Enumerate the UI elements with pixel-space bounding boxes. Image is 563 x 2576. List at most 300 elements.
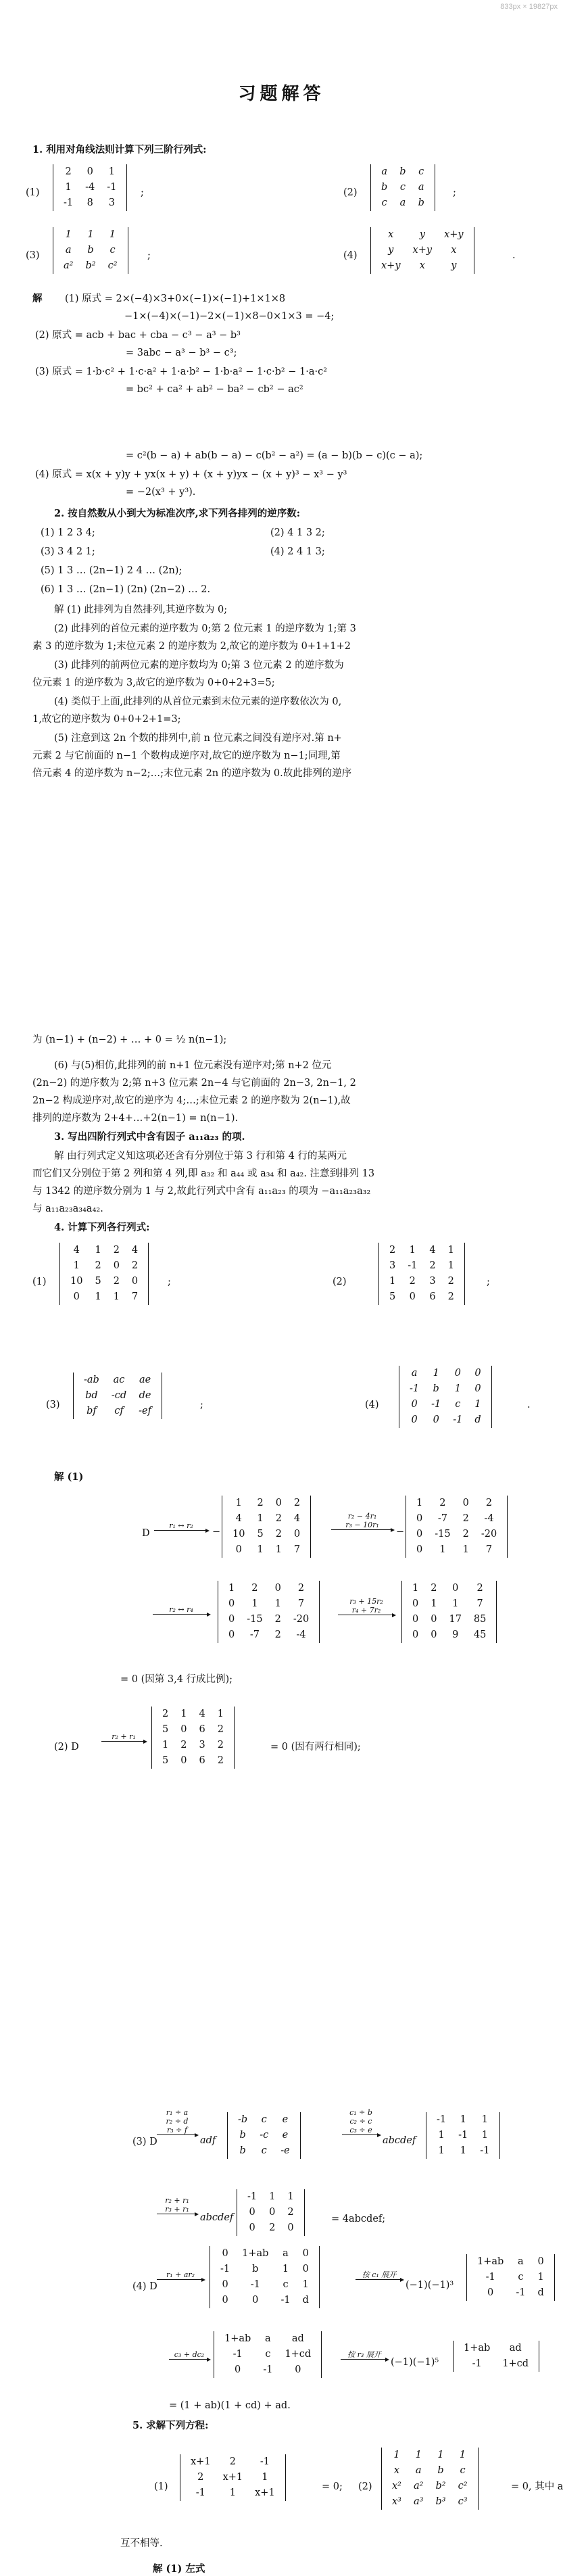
determinant-row (241, 2205, 300, 2220)
determinant-entry: 1 (274, 1598, 281, 1609)
arrow-op: 按 c₁ 展开 (362, 2270, 397, 2279)
determinant-entry: 0 (462, 1498, 469, 1508)
determinant-entry: 2 (409, 1276, 416, 1287)
determinant-row (156, 1738, 230, 1753)
determinant-entry: b (239, 2145, 246, 2156)
q4-s3-matrix-2 (426, 2112, 500, 2159)
determinant-entry: 1 (481, 2130, 488, 2141)
determinant-entry: 0 (431, 1614, 437, 1625)
q2-item: (1) 1 2 3 4; (41, 527, 95, 538)
determinant-entry: 0 (431, 1629, 437, 1640)
determinant-entry: -4 (484, 1513, 494, 1524)
determinant-entry: 0 (222, 2295, 228, 2306)
determinant-entry: ad (291, 2333, 304, 2344)
determinant-grid (222, 1581, 315, 1643)
determinant-row (185, 2454, 281, 2470)
determinant-entry: 6 (199, 1755, 205, 1766)
determinant-entry: 1 (73, 1260, 80, 1271)
arrow-op: r₃ ÷ f (167, 2126, 187, 2134)
q2-item: (4) 2 4 1 3; (270, 546, 325, 557)
determinant-entry: 1 (452, 1598, 459, 1609)
determinant-entry: 0 (252, 2295, 259, 2306)
determinant-entry: ae (139, 1375, 151, 1385)
arrow-op: r₁ ↔ r₂ (169, 1521, 193, 1530)
determinant-entry: 2 (229, 2456, 236, 2467)
determinant-entry: a (411, 1368, 418, 1379)
arrow-op: c₃ ÷ e (349, 2126, 372, 2134)
q4-p2-label: (2) (333, 1277, 347, 1287)
determinant-row (458, 2341, 535, 2356)
determinant-entry: -1 (480, 2145, 490, 2156)
q4-s1-minus: − (212, 1527, 221, 1537)
determinant-grid (458, 2341, 535, 2372)
determinant-entry: 1+ab (224, 2333, 251, 2344)
determinant-entry: x (451, 245, 457, 256)
determinant-entry: 0 (235, 1544, 242, 1555)
q1-p4-label: (4) (343, 250, 358, 261)
determinant-entry: -15 (435, 1529, 451, 1540)
determinant-entry: 1 (439, 1544, 446, 1555)
arrow-op: r₂ − 4r₁ (347, 1512, 377, 1521)
q1-solution-line: −1×(−4)×(−1)−2×(−1)×8−0×1×3 = −4; (124, 311, 335, 322)
determinant-entry: 2 (462, 1529, 469, 1540)
determinant-entry: 1 (87, 229, 94, 240)
determinant-entry: d (537, 2287, 544, 2298)
determinant-entry: 2 (217, 1755, 224, 1766)
determinant-entry: 2 (65, 166, 72, 177)
determinant-row (406, 1596, 492, 1612)
determinant-entry: 0 (416, 1529, 423, 1540)
determinant-entry: y (419, 229, 425, 240)
determinant-grid (241, 2189, 300, 2236)
determinant-row (386, 2463, 474, 2479)
q4-s1-matrix-2 (406, 1496, 508, 1558)
determinant-entry: 0 (537, 2256, 544, 2267)
q2-item: (6) 1 3 … (2n−1) (2n) (2n−2) … 2. (41, 584, 211, 595)
determinant-entry: 1 (302, 2279, 309, 2290)
determinant-row (185, 2485, 281, 2501)
page-title: 习题解答 (238, 84, 325, 104)
determinant-grid (406, 1581, 492, 1643)
determinant-entry: -1 (64, 197, 74, 208)
determinant-entry: 1 (275, 1544, 282, 1555)
arrow-op: r₃ − 10r₁ (345, 1521, 379, 1529)
determinant-entry: 2 (275, 1529, 282, 1540)
determinant-entry: 0 (416, 1513, 423, 1524)
determinant-entry: x+1 (191, 2456, 211, 2467)
q4-s1-arrow-4 (338, 1597, 395, 1615)
q4-p1-label: (1) (32, 1277, 47, 1287)
determinant-row (185, 2470, 281, 2485)
q4-s1-matrix-3 (218, 1581, 320, 1643)
q4-heading: 4. 计算下列各行列式: (54, 1222, 150, 1233)
determinant-row (403, 1397, 487, 1412)
determinant-entry: a² (64, 260, 74, 271)
determinant-row (57, 243, 124, 258)
q4-s3-coef-1: adf (200, 2135, 216, 2146)
determinant-entry: 0 (412, 1629, 419, 1640)
q1-solution-line: = c²(b − a) + ab(b − a) − c(b² − a²) = (a − b)(b − c)(c − a); (126, 450, 423, 461)
determinant-entry: y (388, 245, 394, 256)
q4-s2-matrix (151, 1707, 235, 1769)
determinant-entry: 2 (95, 1260, 101, 1271)
q5-heading: 5. 求解下列方程: (132, 2420, 209, 2431)
determinant-row (375, 180, 431, 195)
determinant-row (241, 2220, 300, 2236)
determinant-entry: -7 (249, 1629, 260, 1640)
determinant-entry: 2 (113, 1245, 120, 1256)
determinant-row (383, 1258, 460, 1274)
determinant-row (214, 2293, 315, 2308)
determinant-entry: 0 (180, 1755, 187, 1766)
determinant-row (375, 243, 470, 258)
determinant-entry: -c (260, 2130, 269, 2141)
determinant-entry: 1 (447, 1260, 454, 1271)
q4-s4-matrix-2 (466, 2254, 555, 2301)
determinant-entry: 0 (87, 166, 93, 177)
determinant-entry: 2 (297, 1583, 305, 1594)
q2-continued-line: 排列的逆序数为 2+4+…+2(n−1) = n(n−1). (32, 1113, 239, 1124)
q2-solution-line: 素 3 的逆序数为 1;末位元素 2 的逆序数为 2,故它的逆序数为 0+1+1+2 (32, 641, 351, 652)
determinant-entry: -1 (195, 2487, 205, 2498)
determinant-entry: 0 (274, 1583, 281, 1594)
arrow-op: r₂ ÷ d (166, 2117, 189, 2126)
q3-solution-line: 解 由行列式定义知这项必还含有分别位于第 3 行和第 4 行的某两元 (54, 1151, 347, 1162)
determinant-entry: 1 (437, 2450, 444, 2460)
determinant-entry: 1 (412, 1583, 419, 1594)
determinant-entry: a (415, 2465, 422, 2476)
q3-solution-line: 与 a₁₁a₂₃a₃₄a₄₂. (32, 1203, 103, 1214)
determinant-entry: 1 (257, 1513, 264, 1524)
q4-s2-arrow (101, 1732, 146, 1742)
determinant-entry: -1 (260, 2456, 270, 2467)
determinant-entry: 1 (113, 1291, 120, 1302)
determinant-entry: c (418, 166, 424, 177)
determinant-row (232, 2128, 296, 2143)
determinant-entry: 1 (459, 2450, 466, 2460)
determinant-row (226, 1542, 306, 1558)
q1-p2-label: (2) (343, 187, 358, 198)
determinant-entry: b (252, 2264, 259, 2274)
q4-s3-label: (3) D (132, 2137, 157, 2147)
determinant-entry: a³ (414, 2496, 424, 2507)
determinant-entry: -1 (263, 2364, 273, 2375)
determinant-row (410, 1527, 503, 1542)
q2-solution-line: (4) 类似于上面,此排列的从首位元素到末位元素的逆序数依次为 0, (54, 696, 342, 707)
arrow-op: c₂ ÷ c (349, 2117, 372, 2126)
q2-heading: 2. 按自然数从小到大为标准次序,求下列各排列的逆序数: (54, 508, 301, 519)
determinant-entry: 0 (113, 1260, 120, 1271)
q1-solution-line: (2) 原式 = acb + bac + cba − c³ − a³ − b³ (35, 330, 241, 341)
arrow-op: r₂ + r₁ (165, 2196, 189, 2205)
determinant-row (57, 227, 124, 243)
q1-p2-end: ; (453, 187, 456, 198)
determinant-entry: bd (85, 1390, 98, 1401)
q4-s2-label: (2) D (54, 1742, 79, 1752)
determinant-row (214, 2262, 315, 2277)
q5-p2-determinant (381, 2448, 479, 2510)
determinant-entry: x+y (381, 260, 401, 271)
determinant-row (222, 1581, 315, 1596)
determinant-entry: 0 (474, 1368, 481, 1379)
determinant-entry: -1 (250, 2279, 260, 2290)
q3-solution-line: 与 1342 的逆序数分别为 1 与 2,故此行列式中含有 a₁₁a₂₃ 的项为 −a₁₁a₂₃a₃₂ (32, 1186, 371, 1197)
q4-s1-minus: − (396, 1527, 405, 1537)
determinant-entry: 10 (232, 1529, 245, 1540)
determinant-entry: 2 (131, 1260, 139, 1271)
determinant-entry: 85 (473, 1614, 487, 1625)
arrow-op: r₂ + r₁ (112, 1732, 136, 1741)
determinant-entry: 0 (411, 1399, 418, 1410)
q2-continued-line: 2n−2 构成逆序对,故它的逆序为 4;…;末位元素 2 的逆序数为 2(n−1),故 (32, 1095, 351, 1106)
q4-p3-end: ; (200, 1400, 203, 1410)
determinant-entry: x (419, 260, 425, 271)
q4-s4-label: (4) D (132, 2281, 157, 2292)
determinant-entry: 1 (462, 1544, 469, 1555)
determinant-entry: -cd (111, 1390, 127, 1401)
determinant-entry: c (455, 1399, 461, 1410)
determinant-entry: 1 (454, 1383, 461, 1394)
determinant-entry: 5 (389, 1291, 396, 1302)
determinant-row (156, 1722, 230, 1738)
determinant-entry: 2 (287, 2207, 294, 2218)
determinant-entry: 3 (389, 1260, 396, 1271)
determinant-entry: 0 (295, 2364, 301, 2375)
determinant-entry: -1 (485, 2272, 495, 2283)
determinant-entry: 2 (113, 1276, 120, 1287)
determinant-grid (375, 164, 431, 211)
determinant-row (410, 1511, 503, 1527)
q1-p3-determinant (53, 227, 128, 274)
determinant-entry: 2 (274, 1629, 281, 1640)
determinant-entry: 1+ab (242, 2248, 269, 2259)
determinant-entry: 0 (222, 2279, 228, 2290)
determinant-entry: y (451, 260, 457, 271)
image-size-label: 833px × 19827px (500, 3, 558, 11)
determinant-entry: 1 (438, 2145, 445, 2156)
determinant-row (386, 2494, 474, 2510)
q4-s1-matrix-1 (222, 1496, 311, 1558)
determinant-entry: 1 (537, 2272, 544, 2283)
determinant-entry: 2 (162, 1709, 169, 1719)
determinant-entry: 2 (447, 1276, 454, 1287)
determinant-entry: 1 (415, 2450, 422, 2460)
determinant-entry: e (282, 2114, 289, 2125)
q4-s4-arrow-1 (157, 2270, 204, 2280)
determinant-entry: -e (280, 2145, 290, 2156)
determinant-row (403, 1366, 487, 1381)
determinant-grid (471, 2254, 550, 2301)
determinant-entry: 0 (228, 1614, 235, 1625)
q4-s1-arrow-3 (153, 1605, 210, 1615)
q2-continued-line: 为 (n−1) + (n−2) + … + 0 = ½ n(n−1); (32, 1034, 227, 1045)
determinant-row (57, 180, 122, 195)
determinant-entry: 0 (302, 2248, 309, 2259)
determinant-entry: 0 (275, 1498, 282, 1508)
determinant-row (78, 1388, 157, 1404)
determinant-entry: 2 (429, 1260, 436, 1271)
q1-heading: 1. 利用对角线法则计算下列三阶行列式: (32, 144, 207, 156)
determinant-entry: 0 (228, 1598, 235, 1609)
determinant-row (375, 164, 431, 180)
determinant-entry: b³ (435, 2496, 446, 2507)
q4-p4-label: (4) (365, 1400, 379, 1410)
determinant-row (386, 2479, 474, 2494)
determinant-row (222, 1627, 315, 1643)
determinant-row (471, 2270, 550, 2285)
determinant-row (218, 2331, 317, 2347)
q4-p4-determinant (399, 1366, 492, 1428)
determinant-entry: a (381, 166, 387, 177)
determinant-entry: bf (87, 1406, 97, 1416)
determinant-entry: 1 (162, 1740, 169, 1750)
q3-solution-line: 而它们又分别位于第 2 列和第 4 列,即 a₃₂ 和 a₄₄ 或 a₃₄ 和 a₄₂. 注意到排列 13 (32, 1168, 375, 1179)
determinant-grid (410, 1496, 503, 1558)
determinant-entry: 10 (70, 1276, 83, 1287)
determinant-entry: -1 (472, 2358, 482, 2369)
determinant-entry: 1 (433, 1368, 439, 1379)
q2-solution-line: 元素 2 与它前面的 n−1 个数构成逆序对,故它的逆序数为 n−1;同理,第 (32, 750, 341, 761)
q5-p2-end: = 0, 其中 a (511, 2481, 563, 2492)
determinant-entry: 0 (487, 2287, 494, 2298)
q4-s3-arrow-3 (157, 2196, 197, 2214)
determinant-entry: a (265, 2333, 271, 2344)
determinant-entry: 0 (249, 2207, 255, 2218)
determinant-entry: 2 (462, 1513, 469, 1524)
q4-s4-factor-4: (−1)(−1)⁵ (391, 2357, 439, 2368)
determinant-entry: 1+ab (464, 2343, 491, 2354)
determinant-entry: 6 (199, 1724, 205, 1735)
determinant-row (57, 258, 124, 274)
determinant-row (214, 2277, 315, 2293)
determinant-entry: 0 (412, 1598, 419, 1609)
determinant-entry: -4 (85, 182, 95, 193)
determinant-entry: 7 (293, 1544, 301, 1555)
determinant-row (471, 2285, 550, 2301)
determinant-entry: 1 (460, 2145, 466, 2156)
determinant-entry: 0 (452, 1583, 459, 1594)
determinant-entry: 0 (411, 1414, 418, 1425)
q1-solution-line: (3) 原式 = 1·b·c² + 1·c·a² + 1·a·b² − 1·b·a² − 1·c·b² − 1·a·c² (35, 366, 328, 377)
determinant-row (386, 2448, 474, 2463)
determinant-entry: ac (113, 1375, 125, 1385)
determinant-entry: 0 (287, 2222, 294, 2233)
determinant-entry: 8 (87, 197, 93, 208)
q4-s1-arrow-1 (154, 1521, 208, 1531)
q4-solution-label: 解 (1) (54, 1471, 84, 1483)
q4-s4-matrix-3 (214, 2331, 322, 2378)
determinant-entry: 3 (429, 1276, 436, 1287)
q4-s4-arrow-3 (169, 2350, 210, 2360)
determinant-row (226, 1511, 306, 1527)
determinant-entry: c (460, 2465, 466, 2476)
determinant-grid (375, 227, 470, 274)
determinant-entry: x+1 (255, 2487, 275, 2498)
determinant-grid (386, 2448, 474, 2510)
q4-s4-matrix-1 (210, 2246, 320, 2308)
determinant-entry: 1 (416, 1498, 423, 1508)
determinant-entry: 1 (251, 1598, 258, 1609)
determinant-entry: 3 (108, 197, 115, 208)
q1-solution-label: 解 (32, 293, 43, 304)
determinant-entry: 2 (389, 1245, 396, 1256)
determinant-row (64, 1274, 144, 1289)
determinant-row (78, 1404, 157, 1419)
q4-s4-matrix-4 (453, 2341, 539, 2372)
q2-solution-line: (3) 此排列的前两位元素的逆序数均为 0;第 3 位元素 2 的逆序数为 (54, 660, 344, 671)
q1-solution-line: = bc² + ca² + ab² − ba² − cb² − ac² (126, 384, 303, 395)
determinant-entry: 0 (222, 2248, 228, 2259)
q4-p3-label: (3) (46, 1400, 60, 1410)
determinant-entry: 2 (257, 1498, 264, 1508)
determinant-entry: 2 (180, 1740, 187, 1750)
determinant-entry: 0 (235, 2364, 241, 2375)
determinant-entry: 0 (302, 2264, 309, 2274)
determinant-entry: 2 (217, 1724, 224, 1735)
determinant-row (431, 2143, 495, 2159)
determinant-row (458, 2356, 535, 2372)
determinant-grid (214, 2246, 315, 2308)
determinant-row (57, 164, 122, 180)
determinant-entry: c² (458, 2481, 468, 2491)
q5-solution-label: 解 (1) 左式 (153, 2563, 205, 2575)
determinant-entry: x+y (444, 229, 464, 240)
determinant-entry: 1 (269, 2191, 276, 2202)
q4-s2-result: = 0 (因有两行相同); (270, 1742, 361, 1752)
determinant-entry: b (418, 197, 424, 208)
determinant-entry: 2 (431, 1583, 437, 1594)
determinant-row (383, 1274, 460, 1289)
determinant-row (403, 1381, 487, 1397)
determinant-entry: e (282, 2130, 289, 2141)
determinant-row (156, 1707, 230, 1722)
determinant-entry: 1 (481, 2114, 488, 2125)
determinant-entry: c (261, 2114, 267, 2125)
q4-s3-coef-2: abcdef (383, 2135, 416, 2146)
determinant-entry: 7 (131, 1291, 139, 1302)
determinant-entry: b (381, 182, 388, 193)
determinant-entry: c (265, 2349, 271, 2360)
arrow-op: c₃ + dc₂ (174, 2350, 205, 2359)
determinant-entry: c (261, 2145, 267, 2156)
determinant-entry: a (283, 2248, 289, 2259)
determinant-entry: -1 (516, 2287, 526, 2298)
q2-solution-line: 1,故它的逆序数为 0+0+2+1=3; (32, 714, 181, 725)
determinant-entry: 5 (162, 1724, 169, 1735)
determinant-entry: 9 (452, 1629, 459, 1640)
determinant-entry: 4 (293, 1513, 301, 1524)
q1-p4-end: . (512, 250, 516, 261)
q5-p1-label: (1) (154, 2481, 168, 2492)
q5-p2-continued: 互不相等. (120, 2538, 163, 2549)
determinant-row (226, 1527, 306, 1542)
q4-s3-matrix-1 (227, 2112, 301, 2159)
determinant-entry: 4 (131, 1245, 139, 1256)
q4-s3-arrow-2 (342, 2108, 380, 2135)
determinant-entry: 0 (269, 2207, 276, 2218)
determinant-entry: -4 (296, 1629, 306, 1640)
determinant-entry: 0 (454, 1368, 461, 1379)
determinant-row (226, 1496, 306, 1511)
q4-s3-coef-3: abcdef (200, 2212, 234, 2223)
determinant-row (375, 258, 470, 274)
determinant-grid (57, 227, 124, 274)
determinant-row (64, 1243, 144, 1258)
q4-s3-result: = 4abcdef; (331, 2214, 386, 2224)
determinant-entry: 2 (275, 1513, 282, 1524)
determinant-entry: 1 (409, 1245, 416, 1256)
determinant-entry: -1 (408, 1260, 418, 1271)
